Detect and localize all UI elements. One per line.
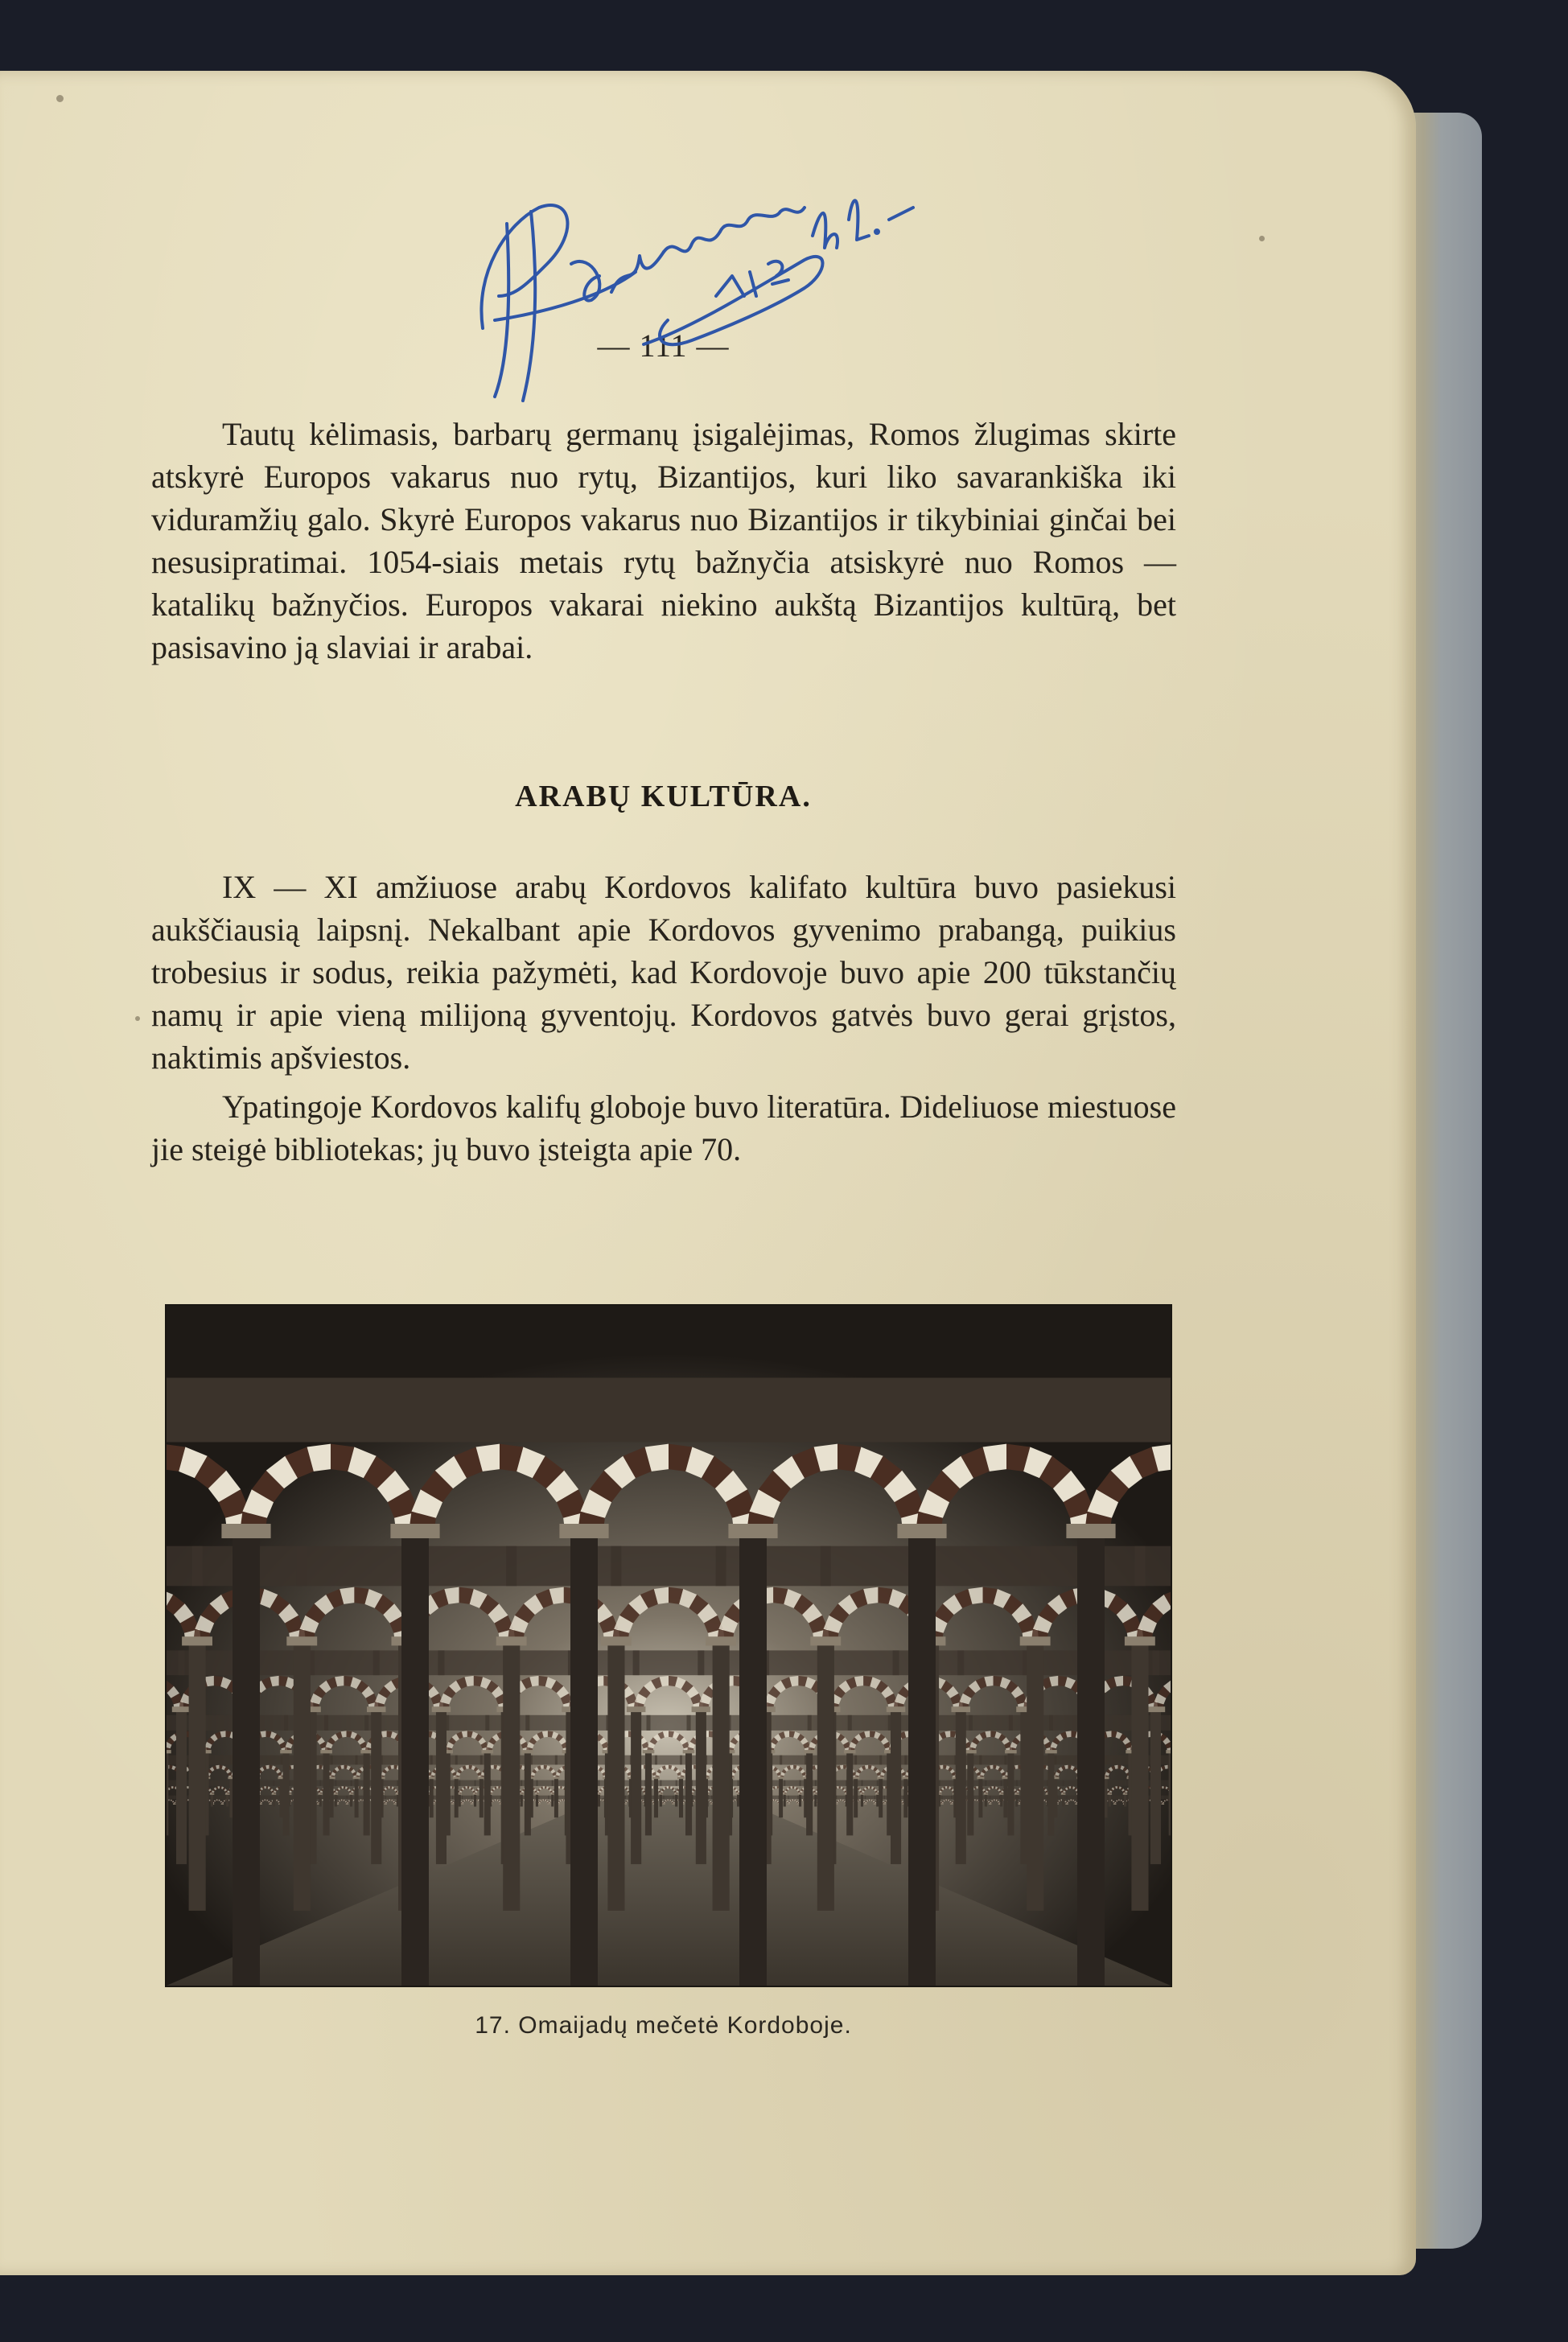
arch-wall — [939, 1780, 956, 1786]
text-paragraph-1 — [151, 413, 1176, 669]
arch-wall — [525, 1715, 570, 1731]
column-capital — [272, 1793, 277, 1795]
arch-wall — [491, 1796, 501, 1800]
arch-wall — [576, 1378, 762, 1443]
arch-wall — [462, 1796, 472, 1800]
column — [1047, 1752, 1054, 1835]
arch-wall — [455, 1755, 483, 1765]
column — [908, 1535, 936, 1986]
column — [956, 1711, 966, 1865]
column — [503, 1644, 520, 1911]
arch-wall — [381, 1780, 398, 1786]
page-number: — 111 — — [597, 327, 730, 364]
arch-wall — [445, 1715, 489, 1731]
column — [570, 1535, 598, 1986]
column — [1169, 1752, 1171, 1835]
arch-wall — [655, 1755, 682, 1765]
column-capital — [318, 1793, 323, 1795]
column — [967, 1752, 973, 1835]
column — [371, 1711, 381, 1865]
paper-speck — [135, 1016, 140, 1021]
column — [985, 1795, 987, 1807]
column — [294, 1644, 311, 1911]
column — [176, 1711, 187, 1865]
column-capital — [496, 1636, 527, 1645]
column-capital — [844, 1750, 856, 1753]
column — [1150, 1711, 1161, 1865]
arch-wall — [780, 1755, 807, 1765]
column-capital — [1166, 1750, 1171, 1753]
column — [784, 1795, 786, 1807]
column-capital — [320, 1750, 332, 1753]
arch-wall — [438, 1650, 509, 1675]
column — [536, 1795, 538, 1807]
arch-wall — [862, 1780, 879, 1786]
column — [879, 1779, 883, 1818]
column-capital — [1005, 1750, 1017, 1753]
arch-wall — [611, 1546, 726, 1587]
column — [551, 1795, 554, 1807]
arch-wall — [633, 1650, 705, 1675]
arch-wall — [1066, 1796, 1076, 1800]
column-capital — [940, 1804, 944, 1805]
column — [660, 1795, 662, 1807]
arch-wall — [257, 1780, 274, 1786]
column — [1062, 1795, 1064, 1807]
arch-wall — [212, 1796, 223, 1800]
column-capital — [662, 1804, 665, 1805]
column — [1131, 1644, 1148, 1911]
column-capital — [451, 1804, 455, 1805]
paragraph: Ypatingoje Kordovos kalifų globoje buvo literatūra. Dideliuose miestuose jie steigė bibliotekas; jų buvo įsteigta apie 70. — [151, 1089, 1176, 1167]
column-capital — [965, 1750, 977, 1753]
column-capital — [1061, 1793, 1066, 1795]
column-capital — [173, 1804, 176, 1805]
column — [713, 1644, 730, 1911]
figure-caption: 17. Omaijadų mečetė Kordoboje. — [475, 2012, 852, 2039]
column-capital — [728, 1524, 777, 1538]
paragraph: IX — XI amžiuose arabų Kordovos kalifato kultūra buvo pasiekusi aukščiausią laipsnį. Nekalbant apie Kordovos gyvenimo prabangą, puikius trobesius ir sodus, reikia pažymėti, kad Kordovoje buvo apie 200 tūkstančių namų ir apie vieną milijoną gyventojų. Kordovos gatvės buvo gerai grįstos, naktimis apšviestos. — [151, 869, 1176, 1076]
column — [876, 1795, 879, 1807]
column-capital — [432, 1706, 451, 1712]
column — [436, 1711, 447, 1865]
column-capital — [473, 1793, 478, 1795]
column — [1077, 1535, 1105, 1986]
column — [233, 1535, 260, 1986]
column-capital — [428, 1777, 435, 1780]
column — [799, 1795, 801, 1807]
column-capital — [643, 1750, 655, 1753]
column — [645, 1752, 652, 1835]
arch-wall — [407, 1378, 593, 1443]
arch-wall — [1170, 1715, 1171, 1731]
column-capital — [852, 1777, 859, 1780]
column — [903, 1779, 907, 1818]
arch-wall — [1083, 1378, 1171, 1443]
arch-wall — [745, 1378, 931, 1443]
column-capital — [952, 1706, 971, 1712]
arch-wall — [538, 1796, 549, 1800]
column — [189, 1644, 206, 1911]
column — [211, 1795, 213, 1807]
column — [891, 1711, 901, 1865]
arch-wall — [865, 1796, 875, 1800]
column — [323, 1752, 330, 1835]
column-capital — [783, 1793, 788, 1795]
column-capital — [353, 1777, 360, 1780]
column — [350, 1795, 352, 1807]
arch-wall — [1134, 1546, 1171, 1587]
column-capital — [1113, 1804, 1117, 1805]
column — [1007, 1752, 1014, 1835]
column-capital — [478, 1777, 485, 1780]
column-capital — [864, 1804, 867, 1805]
column-capital — [346, 1804, 349, 1805]
arch-wall — [990, 1796, 1000, 1800]
column-capital — [1014, 1793, 1019, 1795]
column-capital — [989, 1804, 992, 1805]
arch-wall — [1109, 1780, 1126, 1786]
column-capital — [897, 1524, 946, 1538]
column — [978, 1779, 982, 1818]
column-capital — [210, 1793, 215, 1795]
column-capital — [1146, 1706, 1166, 1712]
text-section-body — [151, 866, 1176, 1171]
arch-wall — [385, 1796, 396, 1800]
arch-wall — [663, 1796, 673, 1800]
column-capital — [977, 1777, 984, 1780]
arch-wall — [914, 1378, 1100, 1443]
column-capital — [172, 1706, 191, 1712]
column-capital — [652, 1777, 660, 1780]
column-capital — [999, 1793, 1004, 1795]
arch-wall — [957, 1650, 1029, 1675]
column — [598, 1795, 600, 1807]
column — [283, 1752, 290, 1835]
arch-wall — [324, 1715, 368, 1731]
column — [525, 1752, 531, 1835]
arch-wall — [1105, 1755, 1132, 1765]
column-capital — [902, 1777, 909, 1780]
column — [335, 1795, 337, 1807]
paper-speck — [56, 95, 64, 102]
arch-wall — [979, 1755, 1006, 1765]
column — [1015, 1795, 1018, 1807]
column — [631, 1711, 641, 1865]
column — [806, 1752, 813, 1835]
column-capital — [804, 1750, 816, 1753]
column-capital — [334, 1793, 339, 1795]
column — [1000, 1795, 1002, 1807]
book-page — [0, 71, 1416, 2275]
column-capital — [950, 1804, 953, 1805]
column — [737, 1795, 739, 1807]
column — [861, 1795, 863, 1807]
column-capital — [182, 1636, 212, 1645]
column — [355, 1779, 359, 1818]
column — [401, 1535, 429, 1986]
column — [779, 1779, 783, 1818]
arch-wall — [308, 1650, 380, 1675]
column-capital — [692, 1706, 711, 1712]
paragraph: Tautų kėlimasis, barbarų germanų įsigalėjimas, Romos žlugimas skirte atskyrė Europos vakarus nuo rytų, Bizantijos, kuri liko savarankiška iki viduramžių galo. Skyrė Europos vakarus nuo Bizantijos ir tikybiniai ginčai bei nesusipratimai. 1054-siais metais rytų bažnyčia atsiskyrė nuo Romos — katalikų bažnyčios. Europos vakarai niekino aukštą Bizantijos kultūrą, bet pasisavino ją slaviai ir arabai. — [151, 416, 1176, 665]
column-capital — [269, 1804, 272, 1805]
arch-wall — [1063, 1780, 1080, 1786]
arch-wall — [1152, 1650, 1171, 1675]
column-capital — [601, 1636, 632, 1645]
column — [846, 1752, 853, 1835]
arch-wall — [854, 1755, 882, 1765]
column-capital — [471, 1804, 474, 1805]
column-capital — [393, 1804, 397, 1805]
column-capital — [1065, 1804, 1068, 1805]
arch-wall — [212, 1780, 228, 1786]
column-capital — [390, 1524, 439, 1538]
arch-wall — [925, 1546, 1040, 1587]
arch-wall — [537, 1780, 554, 1786]
column-capital — [482, 1750, 494, 1753]
column — [459, 1795, 461, 1807]
column-capital — [535, 1793, 540, 1795]
column — [1109, 1795, 1111, 1807]
column-capital — [627, 1706, 646, 1712]
column-capital — [672, 1804, 675, 1805]
column — [814, 1795, 817, 1807]
column — [1124, 1795, 1126, 1807]
column-capital — [461, 1804, 464, 1805]
column — [854, 1779, 858, 1818]
column-capital — [1125, 1636, 1155, 1645]
column-capital — [874, 1804, 877, 1805]
section-heading: ARABŲ KULTŪRA. — [515, 780, 812, 813]
arch-wall — [297, 1546, 412, 1587]
column — [554, 1779, 558, 1818]
paper-speck — [1259, 236, 1265, 241]
mosque-arches-illustration — [167, 1306, 1171, 1986]
arch-wall — [337, 1796, 348, 1800]
column-capital — [677, 1777, 685, 1780]
column-capital — [550, 1793, 555, 1795]
arch-wall — [331, 1755, 358, 1765]
arch-wall — [941, 1796, 952, 1800]
column-capital — [683, 1750, 695, 1753]
arch-wall — [836, 1796, 846, 1800]
column-capital — [349, 1793, 354, 1795]
column-capital — [453, 1777, 460, 1780]
arch-wall — [716, 1546, 831, 1587]
arch-wall — [238, 1378, 424, 1443]
column-capital — [887, 1706, 906, 1712]
column — [273, 1795, 275, 1807]
column-capital — [883, 1804, 887, 1805]
column — [739, 1535, 767, 1986]
column — [607, 1644, 624, 1911]
column-capital — [1108, 1793, 1113, 1795]
arch-wall — [848, 1715, 892, 1731]
arch-wall — [647, 1715, 691, 1731]
column-capital — [221, 1524, 270, 1538]
column-capital — [553, 1777, 560, 1780]
arch-wall — [261, 1796, 271, 1800]
column — [167, 1752, 168, 1835]
column — [1003, 1779, 1007, 1818]
arch-wall — [506, 1546, 621, 1587]
column-capital — [167, 1750, 171, 1753]
column-capital — [787, 1804, 790, 1805]
column-capital — [1066, 1524, 1115, 1538]
arch-wall — [969, 1715, 1013, 1731]
column-capital — [659, 1793, 664, 1795]
arch-wall — [784, 1780, 800, 1786]
column — [521, 1795, 523, 1807]
column — [479, 1779, 484, 1818]
column-capital — [1123, 1793, 1128, 1795]
column-capital — [813, 1793, 818, 1795]
column-capital — [706, 1636, 736, 1645]
mosque-photo — [165, 1304, 1172, 1987]
column-capital — [674, 1793, 679, 1795]
column — [679, 1779, 683, 1818]
handwritten-signature — [451, 175, 998, 433]
column — [654, 1779, 658, 1818]
arch-wall — [459, 1780, 475, 1786]
arch-wall — [985, 1780, 1002, 1786]
arch-wall — [335, 1780, 352, 1786]
arch-wall — [205, 1755, 233, 1765]
column-capital — [860, 1793, 865, 1795]
column-capital — [1162, 1804, 1165, 1805]
column — [319, 1795, 322, 1807]
column-capital — [221, 1804, 224, 1805]
column-capital — [984, 1793, 989, 1795]
column — [817, 1644, 834, 1911]
column — [430, 1779, 434, 1818]
arch-wall — [660, 1780, 677, 1786]
column-capital — [286, 1636, 317, 1645]
column-capital — [384, 1804, 387, 1805]
column-capital — [798, 1793, 803, 1795]
column — [685, 1752, 692, 1835]
arch-wall — [530, 1755, 558, 1765]
column-capital — [810, 1636, 841, 1645]
column — [455, 1779, 459, 1818]
column-capital — [559, 1524, 608, 1538]
column — [484, 1752, 491, 1835]
column-capital — [1045, 1750, 1057, 1753]
column — [474, 1795, 476, 1807]
arch-wall — [768, 1715, 812, 1731]
column-capital — [1020, 1636, 1051, 1645]
column — [1027, 1644, 1043, 1911]
column-capital — [777, 1777, 784, 1780]
arch-wall — [788, 1796, 799, 1800]
column-capital — [225, 1793, 230, 1795]
column — [364, 1752, 370, 1835]
column-capital — [877, 1777, 884, 1780]
arch-wall — [1114, 1796, 1125, 1800]
column-capital — [547, 1804, 550, 1805]
column — [330, 1779, 334, 1818]
column — [675, 1795, 677, 1807]
column-capital — [367, 1706, 386, 1712]
column-capital — [360, 1750, 372, 1753]
column-capital — [522, 1750, 534, 1753]
column — [696, 1711, 706, 1865]
column-capital — [280, 1750, 292, 1753]
arch-wall — [828, 1650, 899, 1675]
column — [226, 1795, 228, 1807]
